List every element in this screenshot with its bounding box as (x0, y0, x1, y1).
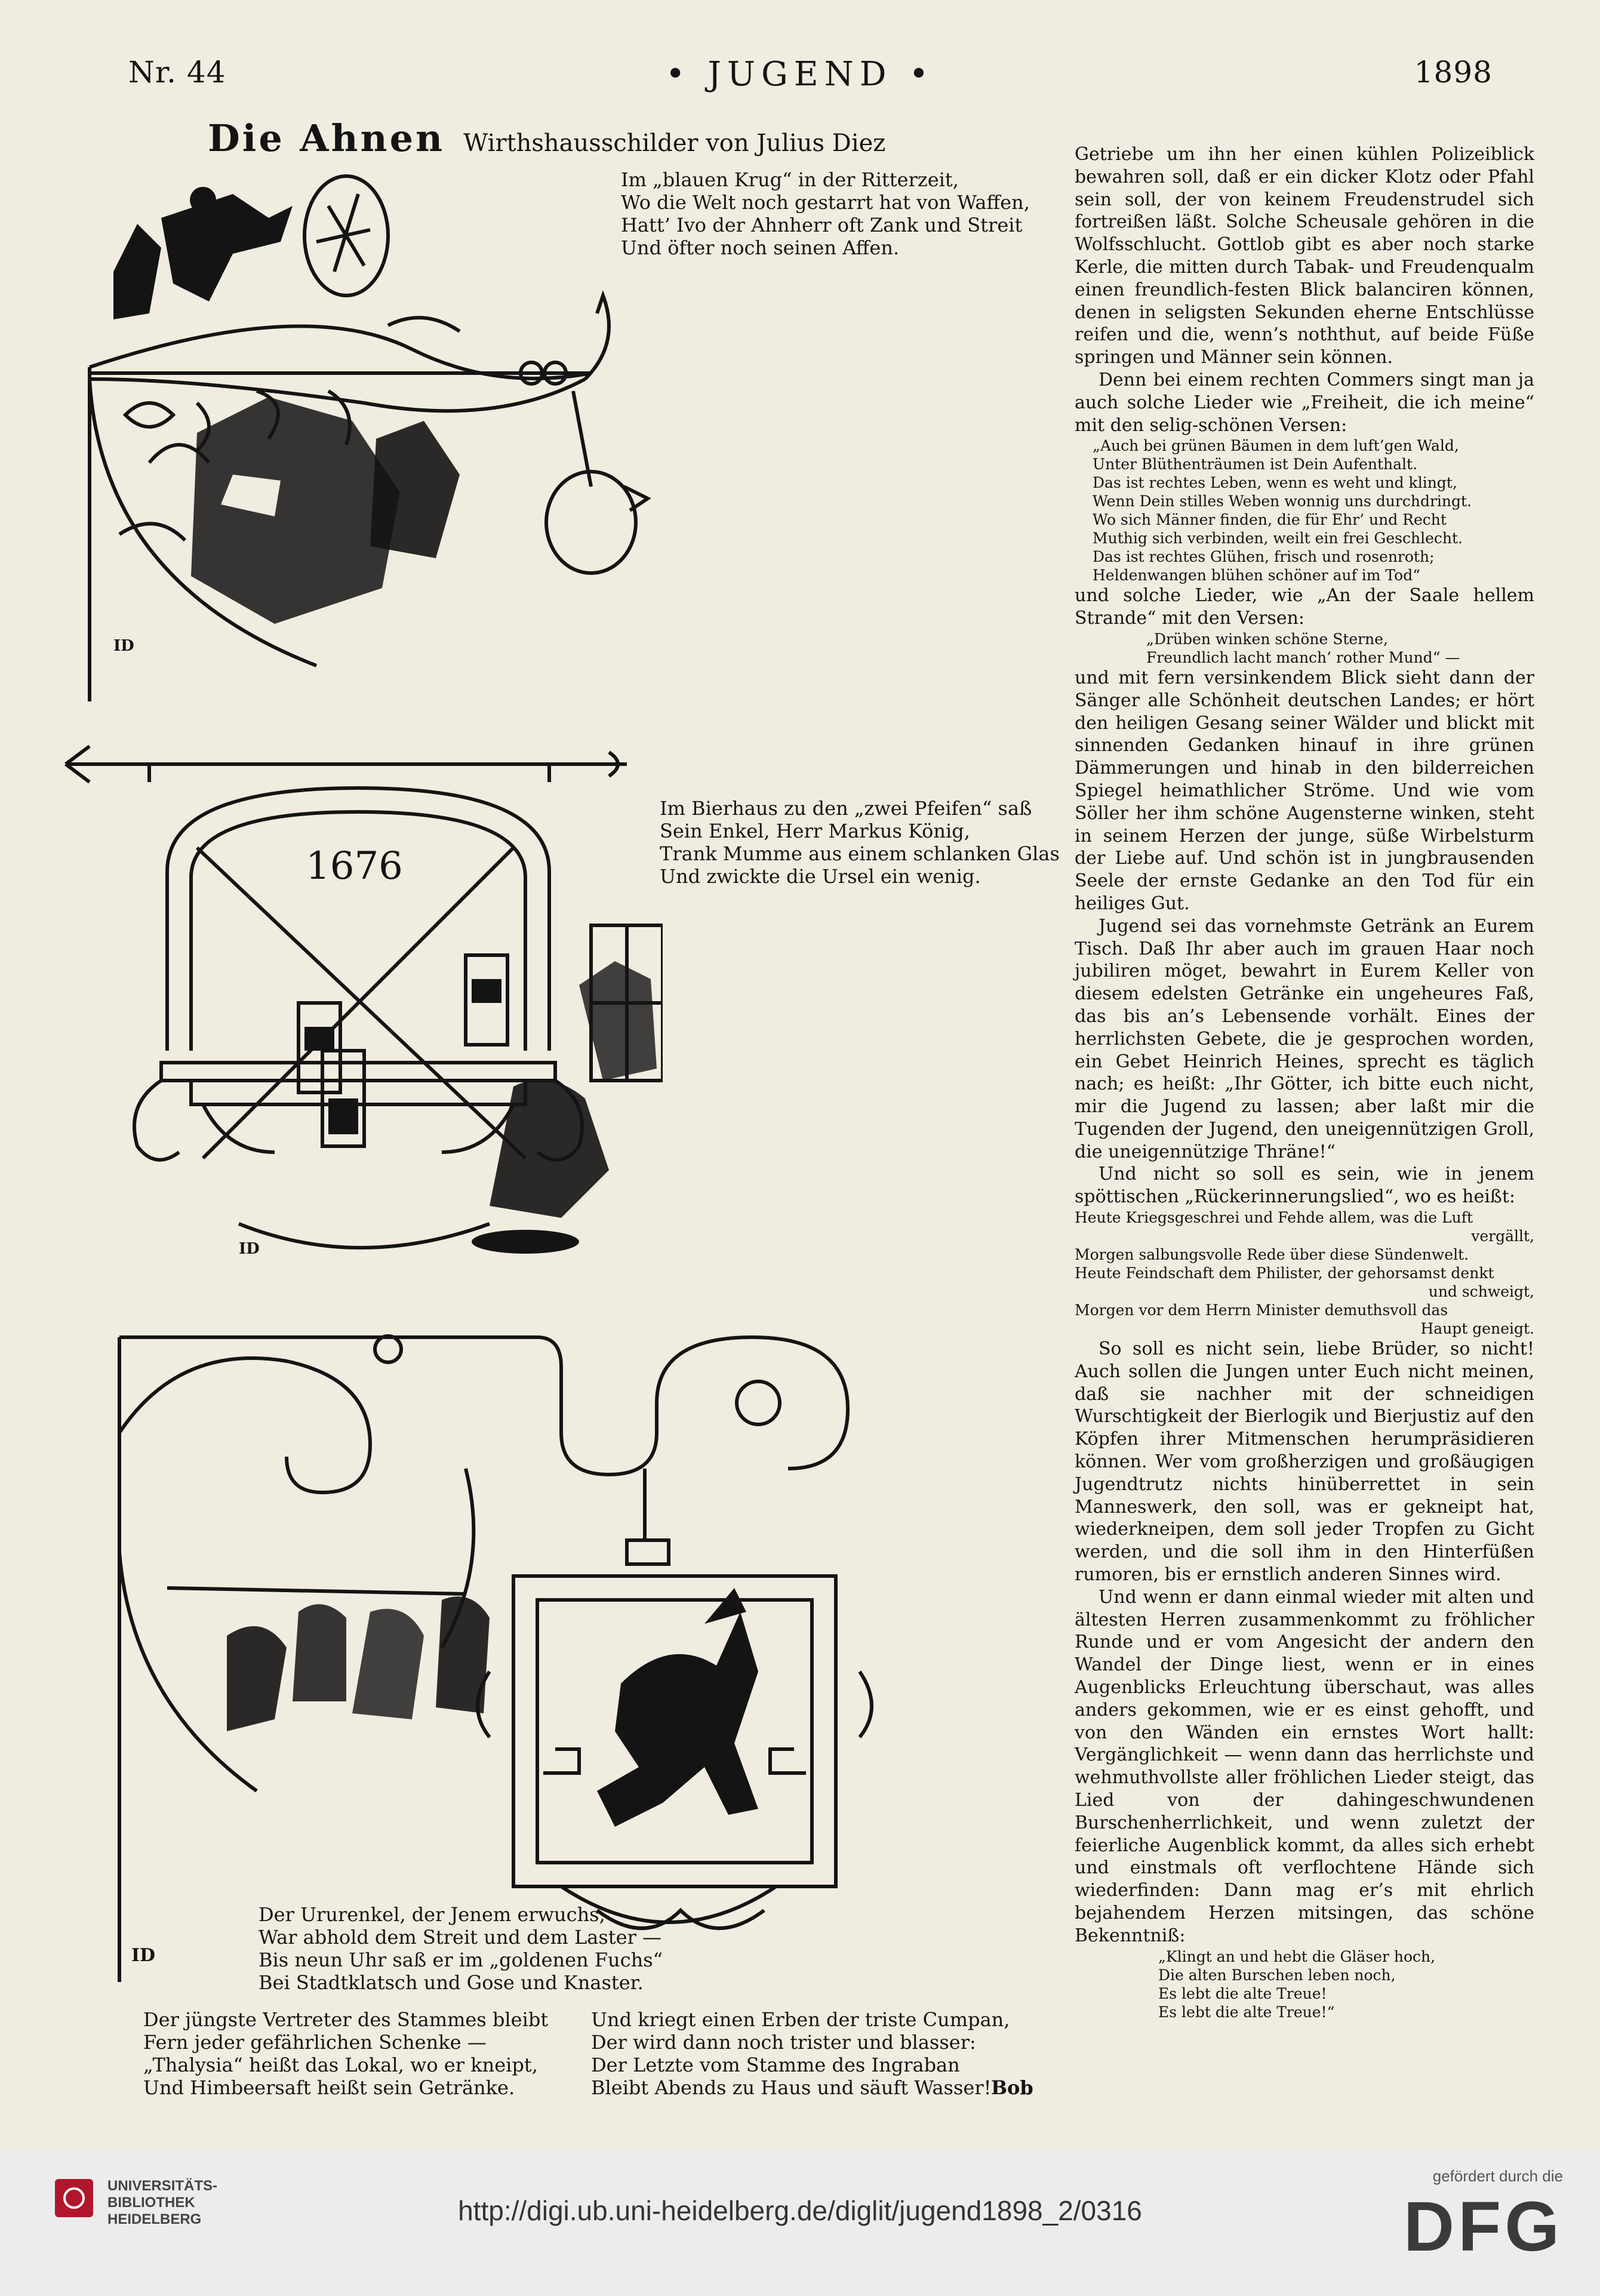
song-quote-saale (1075, 630, 1534, 667)
magazine-title: • JUGEND • (665, 55, 935, 94)
song-quote-burschenherrlichkeit (1075, 1947, 1534, 2021)
artist-monogram: ID (131, 1945, 156, 1966)
paragraph: Und wenn er dann einmal wieder mit alten und ältesten Herren zusammenkommt zu fröhlicher Runde und er vom Angesicht der andern den Wandel der Dinge liest, wenn er in eines Augenblicks Erleuchtung überschaut, was alles anders gekommen, wie er es einst gehofft, und von den Wänden ein ernstes Wort hallt: Vergänglichkeit — wenn dann das herrlichste und wehmuthvollste aller fröhlichen Lieder steigt, das Lied von der dahingeschwundenen Burschenherrlichkeit, und wenn zuletzt der feierliche Augenblick kommt, da alles sich erhebt und einstmals oft verflochtene Hände sich wiederfinden: Dann mag er’s mit ehrlich bejahendem Herzen mitsingen, das schöne Bekenntniß: (1075, 1586, 1534, 1946)
title-main: Die Ahnen (208, 116, 445, 160)
verse-line: Fern jeder gefährlichen Schenke — (143, 2031, 487, 2054)
issue-number: Nr. 44 (128, 55, 226, 90)
funded-by-label: gefördert durch die (1432, 2167, 1563, 2185)
quote-line: Heute Kriegsgeschrei und Fehde allem, was die Luft (1075, 1209, 1473, 1227)
verse-thalysia (143, 2008, 548, 2099)
library-name-line: HEIDELBERG (107, 2211, 202, 2227)
library-name-line: UNIVERSITÄTS- (107, 2178, 218, 2194)
quote-line: Es lebt die alte Treue! (1158, 1984, 1327, 2002)
title-subtitle: Wirthshausschilder von Julius Diez (463, 130, 886, 157)
quote-line: Muthig sich verbinden, weilt ein frei Geschlecht. (1093, 530, 1463, 547)
verse-line: Der jüngste Vertreter des Stammes bleibt (143, 2008, 549, 2031)
paragraph: und solche Lieder, wie „An der Saale hellem Strande“ mit den Versen: (1075, 585, 1534, 629)
paragraph: Und nicht so soll es sein, wie in jenem spöttischen „Rückerinnerungslied“, wo es heißt: (1075, 1164, 1534, 1208)
verse-blauer-krug (621, 168, 1030, 259)
illustration-zwei-pfeifen (60, 728, 663, 1301)
sign-year: 1676 (306, 844, 403, 888)
verse-line: Der Letzte vom Stamme des Ingraban (591, 2054, 960, 2076)
paragraph: und mit fern versinkendem Blick sieht dann der Sänger alle Schönheit deutschen Landes; er hört den heiligen Gesang seiner Wälder und blickt mit sinnenden Gedanken hinauf in ihre grünen Dämmerungen und hinab in den bilderreichen Spiegel heimathlicher Ströme. Und wie vom Söller her ihm schöne Augensterne winken, steht in seinem Herzen der junge, süße Wirbelsturm der Liebe auf. Und schön ist in jungbrausenden Seele der ernste Gedanke an den Tod für ein heiliges Gut. (1075, 667, 1534, 914)
quote-line: Morgen vor dem Herrn Minister demuthsvoll das (1075, 1301, 1448, 1319)
verse-line: Bei Stadtklatsch und Gose und Knaster. (259, 1971, 644, 1994)
paragraph: Jugend sei das vornehmste Getränk an Eurem Tisch. Daß Ihr aber auch im grauen Haar noch jubiliren möget, bewahrt in Eurem Keller von diesem edelsten Getränke ein ungeheures Faß, das bis an’s Lebensende vorhält. Eines der herrlichsten Gebete, die je gesprochen worden, ein Gebet Heinrich Heines, sprecht es täglich nach; es heißt: „Ihr Götter, ich bitte euch nicht, mir die Jugend zu lassen; aber laßt mir die Tugenden der Jugend, den uneigennützigen Groll, die uneigennützige Thräne!“ (1075, 915, 1534, 1162)
paragraph: So soll es nicht sein, liebe Brüder, so nicht! Auch sollen die Jungen unter Euch nicht meinen, daß sie nachher mit der schneidigen Wurschtigkeit der Bierlogik und Bierjustiz auf den Köpfen ihrer Mitmenschen herumpräsidieren können. Wer vom großherzigen und großäugigen Jugendtrutz nichts hinüberrettet in sein Manneswerk, den soll, was er gekneipt hat, wiederkneipen, dem soll jeder Tropfen zu Gicht werden, und die soll ihm in den Hinterfüßen rumoren, bis er ernstlich anderen Sinnes wird. (1075, 1338, 1534, 1586)
source-url-link[interactable]: http://digi.ub.uni-heidelberg.de/diglit/jugend1898_2/0316 (458, 2195, 1142, 2226)
paragraph: Getriebe um ihn her einen kühlen Polizeiblick bewahren soll, daß er ein dicker Klotz oder Pfahl sein soll, der von keinem Freudenstrudel sich fortreißen läßt. Solche Scheusale gehören in die Wolfsschlucht. Gottlob gibt es aber noch starke Kerle, die mitten durch Tabak- und Freudenqualm einen freundlich-festen Blick balanciren können, denen in seligsten Sekunden eherne Entschlüsse reifen und die, wenn’s noththut, auf beide Füße springen und Männer sein können. (1075, 144, 1534, 368)
jug-label: MAB (573, 504, 633, 531)
verse-line: Trank Mumme aus einem schlanken Glas (660, 842, 1060, 865)
quote-line: Unter Blüthenträumen ist Dein Aufenthalt. (1093, 455, 1418, 473)
quote-line: Haupt geneigt. (1420, 1320, 1534, 1338)
quote-line: Das ist rechtes Glühen, frisch und rosenroth; (1093, 548, 1435, 566)
quote-line: Wo sich Männer finden, die für Ehr’ und Recht (1093, 511, 1447, 529)
quote-line: „Auch bei grünen Bäumen in dem luft’gen Wald, (1093, 437, 1459, 455)
artist-monogram: ID (113, 637, 134, 655)
quote-line: Heute Feindschaft dem Philister, der gehorsamst denkt (1075, 1264, 1494, 1282)
verse-line: Der Ururenkel, der Jenem erwuchs, (259, 1903, 605, 1926)
quote-line: und schweigt, (1428, 1283, 1534, 1301)
quote-line: vergällt, (1471, 1227, 1534, 1245)
illustration-blauer-krug (78, 152, 651, 707)
verse-line: Und Himbeersaft heißt sein Getränke. (143, 2076, 515, 2099)
artist-monogram: ID (239, 1240, 260, 1258)
year: 1898 (1414, 55, 1493, 90)
paragraph: Denn bei einem rechten Commers singt man ja auch solche Lieder wie „Freiheit, die ich meine“ mit den selig-schönen Versen: (1075, 369, 1534, 436)
verse-line: Im Bierhaus zu den „zwei Pfeifen“ saß (660, 797, 1032, 820)
quote-line: Es lebt die alte Treue!“ (1158, 2003, 1335, 2021)
verse-line: Bleibt Abends zu Haus und säuft Wasser! (591, 2076, 992, 2099)
verse-line: „Thalysia“ heißt das Lokal, wo er kneipt, (143, 2054, 538, 2076)
quote-line: Die alten Burschen leben noch, (1158, 1966, 1396, 1984)
verse-line: Wo die Welt noch gestarrt hat von Waffen, (621, 191, 1030, 214)
verse-line: Und kriegt einen Erben der triste Cumpan, (591, 2008, 1010, 2031)
verse-line: Hatt’ Ivo der Ahnherr oft Zank und Streit (621, 214, 1023, 236)
verse-line: Und öfter noch seinen Affen. (621, 236, 900, 259)
song-quote-rueckerinnerung (1075, 1208, 1534, 1338)
verse-line: Sein Enkel, Herr Markus König, (660, 820, 970, 842)
quote-line: „Klingt an und hebt die Gläser hoch, (1158, 1947, 1436, 1965)
verse-zwei-pfeifen (660, 797, 1060, 888)
verse-line: Bis neun Uhr saß er im „goldenen Fuchs“ (259, 1949, 663, 1971)
quote-line: Das ist rechtes Leben, wenn es weht und klingt, (1093, 474, 1457, 492)
quote-line: „Drüben winken schöne Sterne, (1146, 630, 1388, 648)
song-quote-freiheit (1075, 436, 1534, 584)
verse-goldener-fuchs (259, 1903, 663, 1994)
verse-line: Der wird dann noch trister und blasser: (591, 2031, 976, 2054)
quote-line: Heldenwangen blühen schöner auf im Tod“ (1093, 567, 1420, 584)
verse-wasser (591, 2008, 1010, 2099)
verse-line: War abhold dem Streit und dem Laster — (259, 1926, 662, 1949)
dfg-logo: DFG (1403, 2187, 1563, 2266)
illustration-goldener-fuchs (107, 1313, 1063, 1988)
verse-line: Im „blauen Krug“ in der Ritterzeit, (621, 168, 959, 191)
quote-line: Freundlich lacht manch’ rother Mund“ — (1146, 648, 1460, 666)
quote-line: Wenn Dein stilles Weben wonnig uns durchdringt. (1093, 493, 1472, 510)
verse-line: Und zwickte die Ursel ein wenig. (660, 865, 981, 888)
library-name-line: BIBLIOTHEK (107, 2195, 195, 2211)
essay-column (1075, 143, 1534, 2021)
author-signature: Bob (991, 2076, 1033, 2099)
quote-line: Morgen salbungsvolle Rede über diese Sündenwelt. (1075, 1246, 1469, 1264)
